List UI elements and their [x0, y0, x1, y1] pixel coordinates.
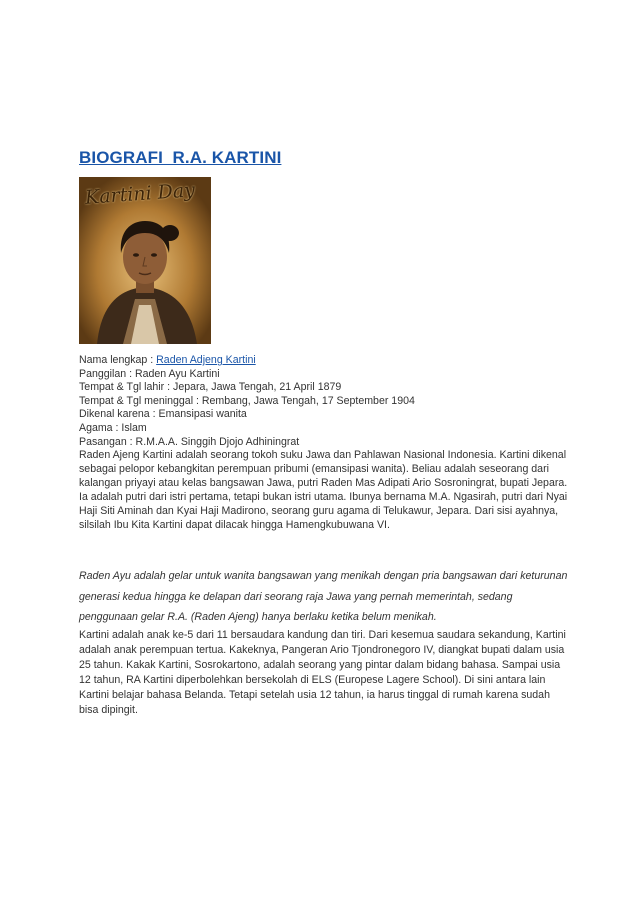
fact-death [79, 395, 415, 409]
fact-value: R.M.A.A. Singgih Djojo Adhiningrat [135, 435, 300, 448]
cover-title-text: Kartini Day [84, 179, 196, 209]
fact-label: Tempat & Tgl lahir : [79, 381, 174, 394]
paragraph-family: Kartini adalah anak ke-5 dari 11 bersaudara kandung dan tiri. Dari kesemua saudara sekandung, Kartini adalah anak perempuan tertua. Kakeknya, Pangeran Ario Tjondronegoro IV, diangkat bupati dalam usia 25 tahun. Kakak Kartini, Sosrokartono, adalah seorang yang pintar dalam bidang bahasa. Sampai usia 12 tahun, RA Kartini diperbolehkan bersekolah di ELS (Europese Lagere School). Di sini antara lain Kartini belajar bahasa Belanda. Tetapi setelah usia 12 tahun, ia harus tinggal di rumah karena sudah bisa dipingit. [79, 629, 566, 716]
full-name-link[interactable]: Raden Adjeng Kartini [156, 354, 256, 366]
fact-value: Jepara, Jawa Tengah, 21 April 1879 [173, 381, 342, 394]
fact-value: Raden Ayu Kartini [134, 367, 220, 380]
fact-religion [79, 422, 415, 436]
fact-full-name [79, 354, 415, 368]
fact-value: Rembang, Jawa Tengah, 17 September 1904 [201, 394, 415, 407]
paragraph-title-note: Raden Ayu adalah gelar untuk wanita bangsawan yang menikah dengan pria bangsawan dari keturunan generasi kedua hingga ke delapan dari seorang raja Jawa yang pernah memerintah, sedang penggunaan gelar R.A. (Raden Ajeng) hanya berlaku ketika belum menikah. [79, 570, 568, 623]
fact-label: Panggilan : [79, 367, 135, 380]
page-title: BIOGRAFI R.A. KARTINI [79, 148, 282, 167]
fact-label: Nama lengkap : [79, 354, 157, 366]
fact-nickname [79, 368, 415, 382]
fact-label: Tempat & Tgl meninggal : [79, 394, 202, 407]
fact-value: Emansipasi wanita [158, 408, 247, 421]
fact-label: Pasangan : [79, 435, 136, 448]
kartini-cover-image [79, 177, 211, 344]
fact-value: Islam [121, 421, 147, 434]
biodata-facts [79, 354, 415, 449]
paragraph-intro: Raden Ajeng Kartini adalah seorang tokoh suku Jawa dan Pahlawan Nasional Indonesia. Kartini dikenal sebagai pelopor kebangkitan perempuan pribumi (emansipasi wanita). Beliau adalah seseorang dari kalangan priyayi atau kelas bangsawan Jawa, putri Raden Mas Adipati Ario Sosroningrat, bupati Jepara. Ia adalah putri dari istri pertama, tetapi bukan istri utama. Ibunya bernama M.A. Ngasirah, putri dari Nyai Haji Siti Aminah dan Kyai Haji Madirono, seorang guru agama di Telukawur, Jepara. Dari sisi ayahnya, silsilah Ibu Kita Kartini dapat dilacak hingga Hamengkubuwana VI. [79, 449, 568, 532]
fact-label: Agama : [79, 421, 122, 434]
fact-birth [79, 381, 415, 395]
fact-known-for [79, 408, 415, 422]
fact-label: Dikenal karena : [79, 408, 159, 421]
